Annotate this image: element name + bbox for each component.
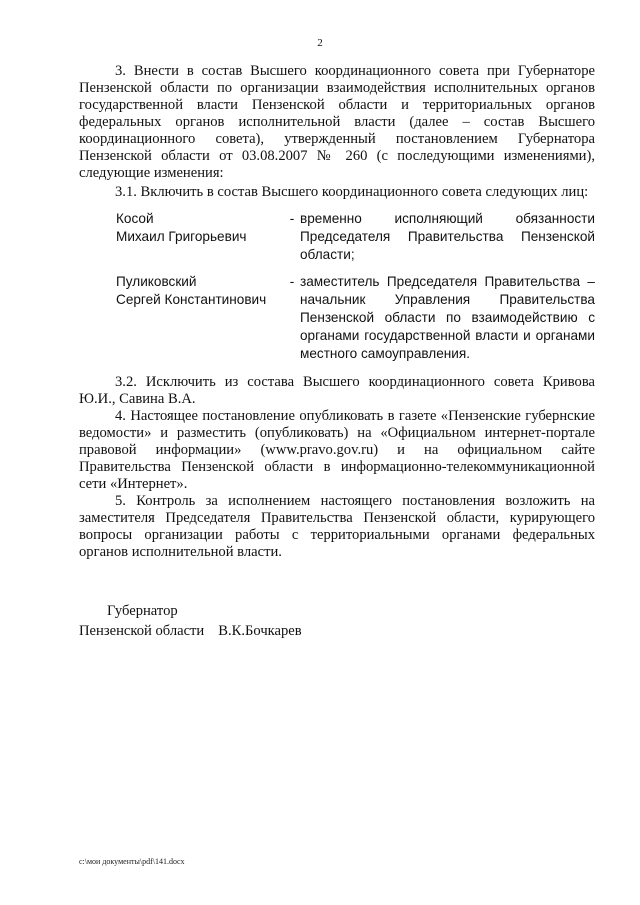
footer-file-path: c:\мои документы\pdf\141.docx (79, 857, 185, 866)
person-row (79, 273, 595, 363)
paragraph-5: 5. Контроль за исполнением настоящего постановления возложить на заместителя Председателя Правительства Пензенской области, курирующего вопросы организации работы с территориальными органами федеральных органов исполнительной власти. (79, 493, 595, 560)
person-role: заместитель Председателя Правительства – начальник Управления Правительства Пензенской области по взаимодействию с органами государственной власти и органами местного самоуправления. (300, 274, 595, 361)
person-given-names: Сергей Константинович (116, 292, 267, 307)
paragraph-3-1: 3.1. Включить в состав Высшего координационного совета следующих лиц: (115, 184, 589, 200)
signature-line (79, 621, 302, 641)
signature-title: Губернатор (107, 603, 178, 619)
person-surname: Пуликовский (116, 274, 197, 289)
person-surname: Косой (116, 211, 154, 226)
signature-name: В.К.Бочкарев (218, 623, 302, 639)
person-given-names: Михаил Григорьевич (116, 229, 247, 244)
paragraph-3: 3. Внести в состав Высшего координационного совета при Губернаторе Пензенской области по организации взаимодействия исполнительных органов государственной власти Пензенской области и территориальных органов федеральных органов исполнительной власти (далее – состав Высшего координационного совета), утвержденный постановлением Губернатора Пензенской области от 03.08.2007 № 260 (с последующими изменениями), следующие изменения: (79, 63, 595, 181)
person-row (79, 210, 595, 264)
paragraph-4: 4. Настоящее постановление опубликовать в газете «Пензенские губернские ведомости» и разместить (опубликовать) на «Официальном интернет-портале правовой информации» (www.pravo.gov.ru) и на официальном сайте Правительства Пензенской области в информационно-телекоммуникационной сети «Интернет». (79, 408, 595, 492)
person-name (79, 273, 284, 363)
paragraph-3-2: 3.2. Исключить из состава Высшего координационного совета Кривова Ю.И., Савина В.А. (79, 374, 595, 407)
page-number: 2 (317, 37, 323, 49)
persons-list (79, 210, 595, 363)
signature-region: Пензенской области (79, 623, 205, 639)
signature-block (79, 601, 302, 641)
document-body (79, 63, 595, 561)
person-dash: - (289, 274, 295, 289)
person-role: временно исполняющий обязанности Председателя Правительства Пензенской области; (300, 211, 595, 262)
person-name (79, 210, 284, 264)
person-dash: - (289, 211, 295, 226)
